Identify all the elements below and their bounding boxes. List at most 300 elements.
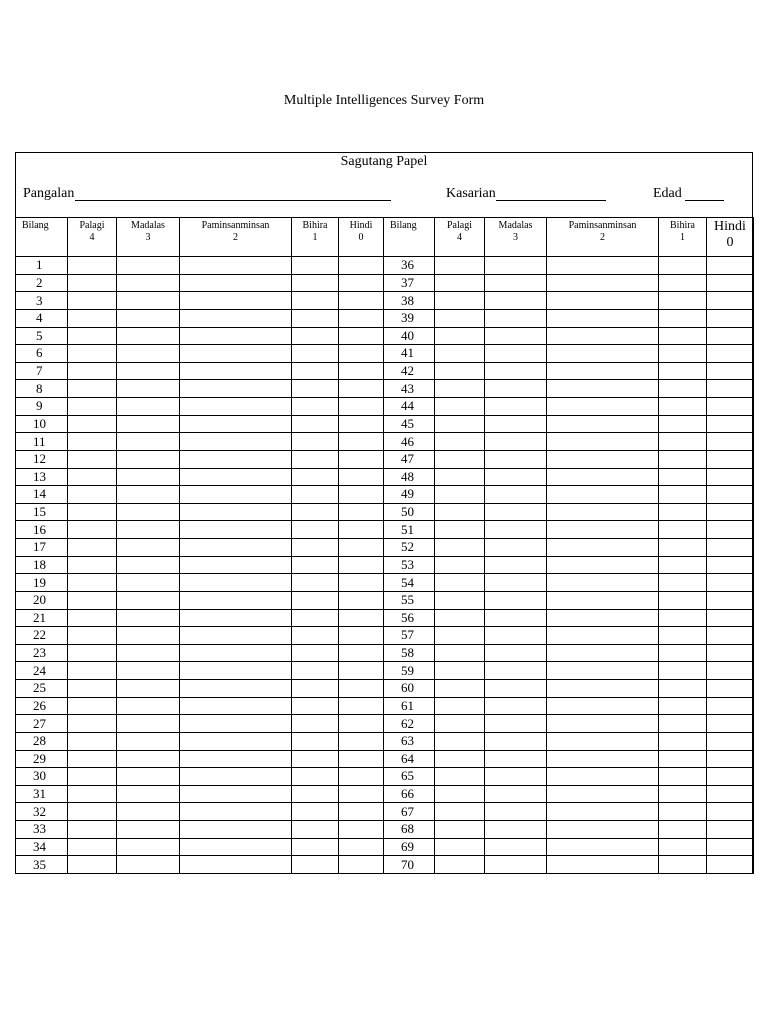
answer-cell[interactable]: [117, 486, 180, 504]
answer-cell[interactable]: [68, 450, 117, 468]
answer-cell[interactable]: [707, 627, 754, 645]
answer-cell[interactable]: [707, 292, 754, 310]
answer-cell[interactable]: [339, 803, 384, 821]
answer-cell[interactable]: [485, 768, 547, 786]
answer-cell[interactable]: [707, 274, 754, 292]
answer-cell[interactable]: [659, 732, 707, 750]
answer-cell[interactable]: [707, 697, 754, 715]
answer-cell[interactable]: [707, 503, 754, 521]
answer-cell[interactable]: [435, 257, 485, 275]
answer-cell[interactable]: [292, 574, 339, 592]
answer-cell[interactable]: [292, 309, 339, 327]
answer-cell[interactable]: [547, 803, 659, 821]
answer-cell[interactable]: [292, 415, 339, 433]
answer-cell[interactable]: [292, 715, 339, 733]
answer-cell[interactable]: [435, 609, 485, 627]
answer-cell[interactable]: [292, 556, 339, 574]
answer-cell[interactable]: [659, 309, 707, 327]
answer-cell[interactable]: [659, 574, 707, 592]
answer-cell[interactable]: [292, 697, 339, 715]
answer-cell[interactable]: [659, 503, 707, 521]
answer-cell[interactable]: [485, 345, 547, 363]
answer-cell[interactable]: [707, 415, 754, 433]
answer-cell[interactable]: [180, 398, 292, 416]
answer-cell[interactable]: [292, 468, 339, 486]
answer-cell[interactable]: [485, 838, 547, 856]
answer-cell[interactable]: [117, 380, 180, 398]
answer-cell[interactable]: [180, 697, 292, 715]
answer-cell[interactable]: [117, 503, 180, 521]
answer-cell[interactable]: [485, 803, 547, 821]
answer-cell[interactable]: [435, 309, 485, 327]
answer-cell[interactable]: [292, 732, 339, 750]
answer-cell[interactable]: [68, 662, 117, 680]
answer-cell[interactable]: [485, 539, 547, 557]
answer-cell[interactable]: [180, 662, 292, 680]
answer-cell[interactable]: [68, 697, 117, 715]
answer-cell[interactable]: [68, 556, 117, 574]
answer-cell[interactable]: [435, 803, 485, 821]
answer-cell[interactable]: [659, 398, 707, 416]
answer-cell[interactable]: [292, 433, 339, 451]
answer-cell[interactable]: [707, 309, 754, 327]
answer-cell[interactable]: [339, 274, 384, 292]
answer-cell[interactable]: [659, 433, 707, 451]
answer-cell[interactable]: [547, 680, 659, 698]
answer-cell[interactable]: [180, 257, 292, 275]
answer-cell[interactable]: [435, 556, 485, 574]
answer-cell[interactable]: [117, 309, 180, 327]
answer-cell[interactable]: [485, 697, 547, 715]
answer-cell[interactable]: [547, 750, 659, 768]
answer-cell[interactable]: [117, 785, 180, 803]
answer-cell[interactable]: [485, 856, 547, 874]
answer-cell[interactable]: [117, 627, 180, 645]
answer-cell[interactable]: [339, 609, 384, 627]
answer-cell[interactable]: [117, 644, 180, 662]
answer-cell[interactable]: [292, 274, 339, 292]
answer-cell[interactable]: [292, 345, 339, 363]
answer-cell[interactable]: [180, 803, 292, 821]
answer-cell[interactable]: [707, 574, 754, 592]
answer-cell[interactable]: [339, 574, 384, 592]
answer-cell[interactable]: [659, 292, 707, 310]
answer-cell[interactable]: [117, 697, 180, 715]
answer-cell[interactable]: [659, 591, 707, 609]
answer-cell[interactable]: [180, 821, 292, 839]
answer-cell[interactable]: [435, 521, 485, 539]
age-field[interactable]: [685, 200, 724, 201]
answer-cell[interactable]: [659, 627, 707, 645]
answer-cell[interactable]: [435, 398, 485, 416]
answer-cell[interactable]: [180, 539, 292, 557]
answer-cell[interactable]: [339, 521, 384, 539]
answer-cell[interactable]: [117, 838, 180, 856]
answer-cell[interactable]: [68, 680, 117, 698]
answer-cell[interactable]: [435, 662, 485, 680]
answer-cell[interactable]: [339, 433, 384, 451]
answer-cell[interactable]: [339, 697, 384, 715]
answer-cell[interactable]: [117, 680, 180, 698]
answer-cell[interactable]: [180, 327, 292, 345]
answer-cell[interactable]: [339, 750, 384, 768]
answer-cell[interactable]: [339, 627, 384, 645]
answer-cell[interactable]: [180, 644, 292, 662]
answer-cell[interactable]: [292, 521, 339, 539]
answer-cell[interactable]: [707, 380, 754, 398]
answer-cell[interactable]: [659, 556, 707, 574]
answer-cell[interactable]: [485, 662, 547, 680]
answer-cell[interactable]: [485, 327, 547, 345]
answer-cell[interactable]: [547, 345, 659, 363]
answer-cell[interactable]: [435, 345, 485, 363]
answer-cell[interactable]: [435, 715, 485, 733]
answer-cell[interactable]: [292, 644, 339, 662]
answer-cell[interactable]: [68, 574, 117, 592]
answer-cell[interactable]: [707, 468, 754, 486]
answer-cell[interactable]: [547, 609, 659, 627]
answer-cell[interactable]: [180, 521, 292, 539]
answer-cell[interactable]: [547, 415, 659, 433]
answer-cell[interactable]: [68, 539, 117, 557]
answer-cell[interactable]: [659, 274, 707, 292]
answer-cell[interactable]: [547, 257, 659, 275]
answer-cell[interactable]: [292, 680, 339, 698]
answer-cell[interactable]: [435, 380, 485, 398]
answer-cell[interactable]: [68, 715, 117, 733]
answer-cell[interactable]: [707, 768, 754, 786]
answer-cell[interactable]: [547, 768, 659, 786]
answer-cell[interactable]: [485, 521, 547, 539]
answer-cell[interactable]: [292, 750, 339, 768]
name-field[interactable]: [75, 200, 391, 201]
answer-cell[interactable]: [547, 591, 659, 609]
answer-cell[interactable]: [547, 398, 659, 416]
answer-cell[interactable]: [339, 838, 384, 856]
answer-cell[interactable]: [117, 415, 180, 433]
answer-cell[interactable]: [339, 856, 384, 874]
answer-cell[interactable]: [435, 574, 485, 592]
answer-cell[interactable]: [68, 257, 117, 275]
answer-cell[interactable]: [435, 697, 485, 715]
answer-cell[interactable]: [117, 750, 180, 768]
answer-cell[interactable]: [659, 468, 707, 486]
answer-cell[interactable]: [547, 539, 659, 557]
answer-cell[interactable]: [435, 821, 485, 839]
answer-cell[interactable]: [292, 821, 339, 839]
answer-cell[interactable]: [659, 644, 707, 662]
answer-cell[interactable]: [339, 362, 384, 380]
answer-cell[interactable]: [707, 362, 754, 380]
answer-cell[interactable]: [117, 433, 180, 451]
answer-cell[interactable]: [117, 821, 180, 839]
answer-cell[interactable]: [659, 697, 707, 715]
answer-cell[interactable]: [180, 838, 292, 856]
answer-cell[interactable]: [117, 803, 180, 821]
answer-cell[interactable]: [435, 433, 485, 451]
answer-cell[interactable]: [435, 503, 485, 521]
answer-cell[interactable]: [68, 398, 117, 416]
answer-cell[interactable]: [485, 274, 547, 292]
answer-cell[interactable]: [547, 644, 659, 662]
answer-cell[interactable]: [117, 292, 180, 310]
answer-cell[interactable]: [68, 821, 117, 839]
answer-cell[interactable]: [339, 821, 384, 839]
answer-cell[interactable]: [68, 627, 117, 645]
answer-cell[interactable]: [485, 556, 547, 574]
answer-cell[interactable]: [659, 380, 707, 398]
answer-cell[interactable]: [292, 662, 339, 680]
answer-cell[interactable]: [547, 732, 659, 750]
answer-cell[interactable]: [485, 380, 547, 398]
answer-cell[interactable]: [547, 856, 659, 874]
answer-cell[interactable]: [117, 609, 180, 627]
answer-cell[interactable]: [117, 539, 180, 557]
answer-cell[interactable]: [435, 362, 485, 380]
answer-cell[interactable]: [435, 644, 485, 662]
answer-cell[interactable]: [485, 732, 547, 750]
answer-cell[interactable]: [485, 627, 547, 645]
answer-cell[interactable]: [659, 821, 707, 839]
answer-cell[interactable]: [180, 468, 292, 486]
answer-cell[interactable]: [485, 609, 547, 627]
answer-cell[interactable]: [435, 486, 485, 504]
answer-cell[interactable]: [180, 433, 292, 451]
answer-cell[interactable]: [547, 556, 659, 574]
answer-cell[interactable]: [292, 856, 339, 874]
answer-cell[interactable]: [485, 468, 547, 486]
answer-cell[interactable]: [547, 468, 659, 486]
answer-cell[interactable]: [339, 732, 384, 750]
answer-cell[interactable]: [68, 644, 117, 662]
answer-cell[interactable]: [339, 486, 384, 504]
answer-cell[interactable]: [485, 750, 547, 768]
answer-cell[interactable]: [117, 257, 180, 275]
answer-cell[interactable]: [435, 539, 485, 557]
answer-cell[interactable]: [292, 539, 339, 557]
answer-cell[interactable]: [707, 609, 754, 627]
answer-cell[interactable]: [485, 591, 547, 609]
answer-cell[interactable]: [707, 662, 754, 680]
answer-cell[interactable]: [68, 327, 117, 345]
answer-cell[interactable]: [485, 680, 547, 698]
answer-cell[interactable]: [659, 539, 707, 557]
answer-cell[interactable]: [659, 750, 707, 768]
answer-cell[interactable]: [292, 785, 339, 803]
answer-cell[interactable]: [117, 274, 180, 292]
answer-cell[interactable]: [117, 468, 180, 486]
answer-cell[interactable]: [485, 450, 547, 468]
answer-cell[interactable]: [339, 503, 384, 521]
answer-cell[interactable]: [68, 609, 117, 627]
answer-cell[interactable]: [435, 627, 485, 645]
answer-cell[interactable]: [435, 785, 485, 803]
answer-cell[interactable]: [180, 380, 292, 398]
answer-cell[interactable]: [117, 398, 180, 416]
answer-cell[interactable]: [68, 750, 117, 768]
answer-cell[interactable]: [117, 662, 180, 680]
answer-cell[interactable]: [707, 398, 754, 416]
answer-cell[interactable]: [180, 486, 292, 504]
answer-cell[interactable]: [485, 715, 547, 733]
answer-cell[interactable]: [485, 398, 547, 416]
answer-cell[interactable]: [180, 609, 292, 627]
answer-cell[interactable]: [547, 627, 659, 645]
answer-cell[interactable]: [339, 450, 384, 468]
answer-cell[interactable]: [435, 732, 485, 750]
answer-cell[interactable]: [117, 327, 180, 345]
answer-cell[interactable]: [707, 680, 754, 698]
answer-cell[interactable]: [292, 591, 339, 609]
answer-cell[interactable]: [547, 450, 659, 468]
answer-cell[interactable]: [68, 415, 117, 433]
answer-cell[interactable]: [659, 680, 707, 698]
answer-cell[interactable]: [485, 574, 547, 592]
answer-cell[interactable]: [68, 732, 117, 750]
answer-cell[interactable]: [68, 309, 117, 327]
answer-cell[interactable]: [659, 609, 707, 627]
answer-cell[interactable]: [339, 468, 384, 486]
answer-cell[interactable]: [547, 362, 659, 380]
answer-cell[interactable]: [180, 556, 292, 574]
answer-cell[interactable]: [707, 750, 754, 768]
answer-cell[interactable]: [117, 715, 180, 733]
answer-cell[interactable]: [68, 468, 117, 486]
answer-cell[interactable]: [707, 556, 754, 574]
answer-cell[interactable]: [485, 292, 547, 310]
answer-cell[interactable]: [339, 398, 384, 416]
answer-cell[interactable]: [117, 591, 180, 609]
answer-cell[interactable]: [117, 856, 180, 874]
answer-cell[interactable]: [292, 609, 339, 627]
answer-cell[interactable]: [485, 415, 547, 433]
answer-cell[interactable]: [485, 257, 547, 275]
answer-cell[interactable]: [707, 521, 754, 539]
answer-cell[interactable]: [180, 415, 292, 433]
answer-cell[interactable]: [707, 539, 754, 557]
answer-cell[interactable]: [339, 680, 384, 698]
answer-cell[interactable]: [292, 450, 339, 468]
answer-cell[interactable]: [659, 415, 707, 433]
answer-cell[interactable]: [435, 768, 485, 786]
answer-cell[interactable]: [117, 732, 180, 750]
answer-cell[interactable]: [68, 486, 117, 504]
answer-cell[interactable]: [659, 803, 707, 821]
answer-cell[interactable]: [485, 503, 547, 521]
answer-cell[interactable]: [339, 345, 384, 363]
answer-cell[interactable]: [339, 415, 384, 433]
answer-cell[interactable]: [485, 486, 547, 504]
answer-cell[interactable]: [435, 468, 485, 486]
answer-cell[interactable]: [339, 539, 384, 557]
answer-cell[interactable]: [659, 362, 707, 380]
answer-cell[interactable]: [485, 785, 547, 803]
answer-cell[interactable]: [547, 503, 659, 521]
answer-cell[interactable]: [485, 433, 547, 451]
answer-cell[interactable]: [180, 785, 292, 803]
answer-cell[interactable]: [339, 591, 384, 609]
answer-cell[interactable]: [68, 803, 117, 821]
answer-cell[interactable]: [292, 362, 339, 380]
answer-cell[interactable]: [180, 856, 292, 874]
answer-cell[interactable]: [339, 715, 384, 733]
answer-cell[interactable]: [292, 503, 339, 521]
answer-cell[interactable]: [180, 732, 292, 750]
answer-cell[interactable]: [547, 292, 659, 310]
answer-cell[interactable]: [68, 768, 117, 786]
answer-cell[interactable]: [292, 838, 339, 856]
answer-cell[interactable]: [339, 380, 384, 398]
answer-cell[interactable]: [659, 257, 707, 275]
answer-cell[interactable]: [68, 292, 117, 310]
answer-cell[interactable]: [707, 591, 754, 609]
answer-cell[interactable]: [68, 362, 117, 380]
answer-cell[interactable]: [339, 292, 384, 310]
answer-cell[interactable]: [339, 257, 384, 275]
answer-cell[interactable]: [435, 591, 485, 609]
answer-cell[interactable]: [180, 680, 292, 698]
answer-cell[interactable]: [707, 486, 754, 504]
answer-cell[interactable]: [659, 486, 707, 504]
answer-cell[interactable]: [180, 768, 292, 786]
answer-cell[interactable]: [547, 697, 659, 715]
answer-cell[interactable]: [659, 838, 707, 856]
answer-cell[interactable]: [68, 380, 117, 398]
answer-cell[interactable]: [707, 257, 754, 275]
answer-cell[interactable]: [659, 785, 707, 803]
answer-cell[interactable]: [292, 803, 339, 821]
answer-cell[interactable]: [180, 292, 292, 310]
answer-cell[interactable]: [117, 556, 180, 574]
answer-cell[interactable]: [547, 838, 659, 856]
answer-cell[interactable]: [659, 662, 707, 680]
answer-cell[interactable]: [659, 450, 707, 468]
answer-cell[interactable]: [435, 680, 485, 698]
answer-cell[interactable]: [707, 856, 754, 874]
answer-cell[interactable]: [339, 309, 384, 327]
answer-cell[interactable]: [435, 750, 485, 768]
answer-cell[interactable]: [180, 309, 292, 327]
answer-cell[interactable]: [180, 345, 292, 363]
answer-cell[interactable]: [292, 398, 339, 416]
answer-cell[interactable]: [68, 433, 117, 451]
answer-cell[interactable]: [435, 415, 485, 433]
answer-cell[interactable]: [180, 274, 292, 292]
answer-cell[interactable]: [485, 309, 547, 327]
answer-cell[interactable]: [707, 644, 754, 662]
answer-cell[interactable]: [68, 838, 117, 856]
answer-cell[interactable]: [180, 503, 292, 521]
answer-cell[interactable]: [707, 803, 754, 821]
answer-cell[interactable]: [547, 521, 659, 539]
answer-cell[interactable]: [339, 662, 384, 680]
answer-cell[interactable]: [659, 768, 707, 786]
gender-field[interactable]: [496, 200, 606, 201]
answer-cell[interactable]: [339, 327, 384, 345]
answer-cell[interactable]: [435, 856, 485, 874]
answer-cell[interactable]: [707, 838, 754, 856]
answer-cell[interactable]: [659, 521, 707, 539]
answer-cell[interactable]: [292, 627, 339, 645]
answer-cell[interactable]: [68, 521, 117, 539]
answer-cell[interactable]: [180, 450, 292, 468]
answer-cell[interactable]: [707, 821, 754, 839]
answer-cell[interactable]: [547, 309, 659, 327]
answer-cell[interactable]: [117, 574, 180, 592]
answer-cell[interactable]: [180, 574, 292, 592]
answer-cell[interactable]: [292, 768, 339, 786]
answer-cell[interactable]: [68, 591, 117, 609]
